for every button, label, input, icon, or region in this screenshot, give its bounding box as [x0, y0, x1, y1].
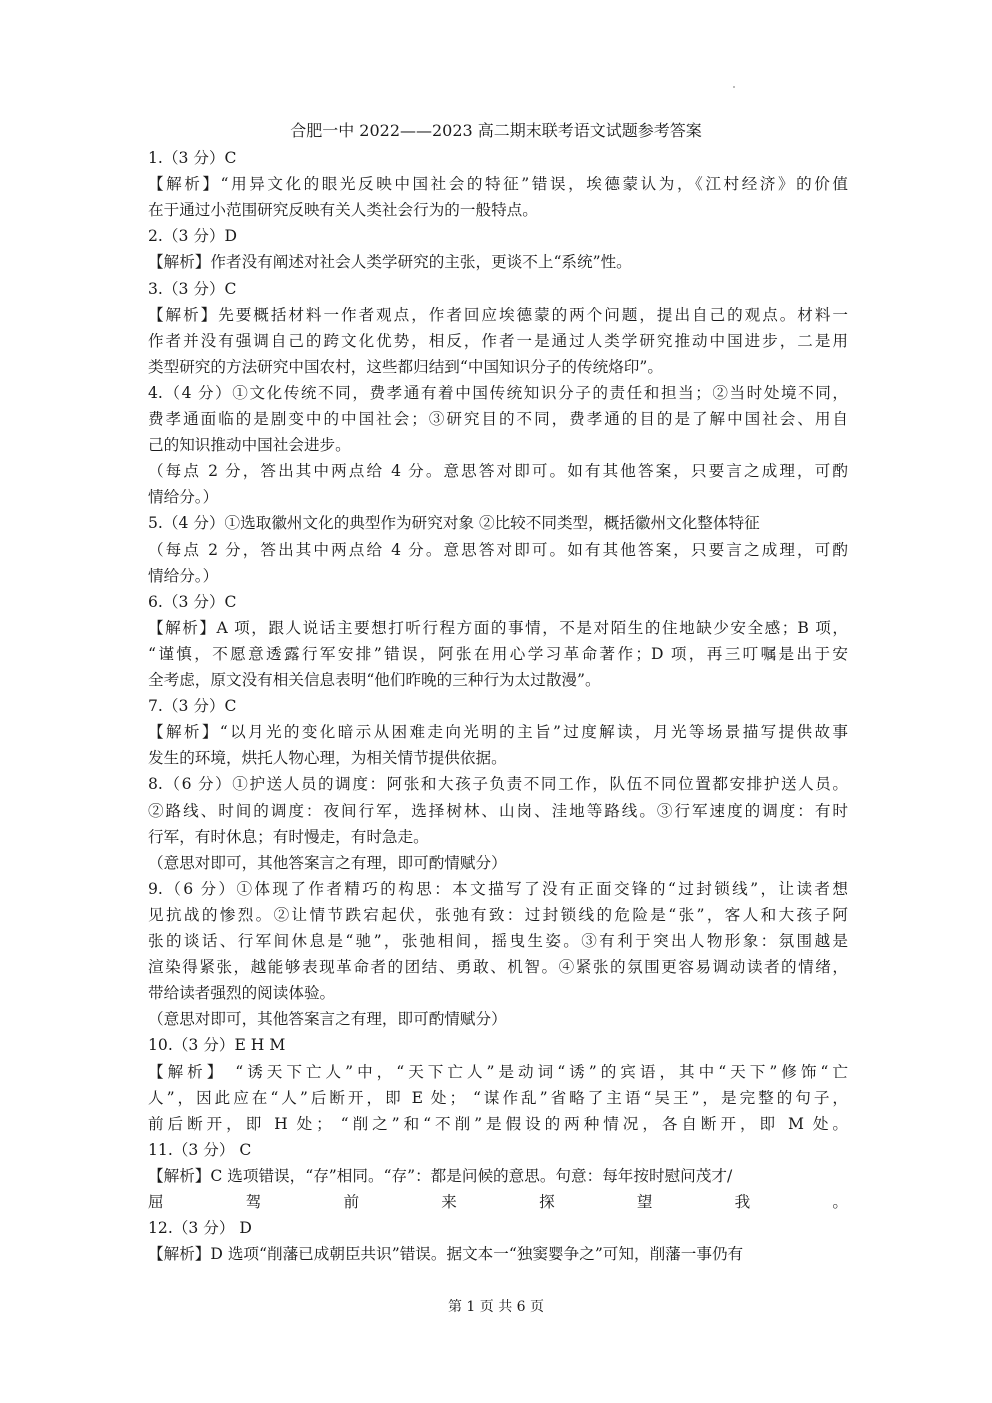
text-line: 8.（6 分）①护送人员的调度：阿张和大孩子负责不同工作，队伍不同位置都安排护送人员。: [148, 775, 848, 794]
text-line: 6.（3 分）C: [148, 592, 237, 611]
text-line: 情给分。）: [148, 488, 219, 507]
text-line: 【解析】作者没有阐述对社会人类学研究的主张，更谈不上“系统”性。: [148, 253, 632, 272]
text-line: 全考虑，原文没有相关信息表明“他们昨晚的三种行为太过散漫”。: [148, 671, 601, 689]
text-line: （意思对即可，其他答案言之有理，即可酌情赋分）: [148, 1010, 507, 1029]
text-line: 9.（6 分）①体现了作者精巧的构思：本文描写了没有正面交锋的“过封锁线”，让读者想: [148, 879, 848, 898]
text-line: 【解析】 “诱天下亡人”中，“天下亡人”是动词“诱”的宾语，其中“天下”修饰“亡: [148, 1062, 848, 1081]
text-line: 渲染得紧张，越能够表现革命者的团结、勇敢、机智。④紧张的氛围更容易调动读者的情绪，: [148, 958, 848, 977]
document-title: 合肥一中 2022——2023 高二期末联考语文试题参考答案: [290, 121, 702, 140]
scan-speck: [733, 86, 735, 88]
text-line: 前后断开，即 H 处； “削之”和“不削”是假设的两种情况，各自断开，即 M 处。: [148, 1114, 848, 1133]
text-line: 带给读者强烈的阅读体验。: [148, 984, 336, 1003]
text-line: 情给分。）: [148, 566, 219, 585]
text-line: （每点 2 分，答出其中两点给 4 分。意思答对即可。如有其他答案，只要言之成理，可酌: [148, 462, 848, 481]
text-line: 【解析】D 选项“削藩已成朝臣共识”错误。据文本一“独窦婴争之”可知，削藩一事仍有: [148, 1245, 744, 1264]
text-line: 【解析】C 选项错误，“存”相同。“存”：都是问候的意思。句意：每年按时慰问茂才/: [148, 1166, 733, 1185]
text-line: （每点 2 分，答出其中两点给 4 分。意思答对即可。如有其他答案，只要言之成理，可酌: [148, 540, 848, 559]
text-line: 10.（3 分）E H M: [148, 1036, 286, 1055]
text-line: 【解析】先要概括材料一作者观点，作者回应埃德蒙的两个问题，提出自己的观点。材料一: [148, 305, 848, 324]
text-line: 行军，有时休息；有时慢走，有时急走。: [148, 827, 429, 846]
text-line: （意思对即可，其他答案言之有理，即可酌情赋分）: [148, 853, 507, 872]
text-line: 【解析】“用异文化的眼光反映中国社会的特征”错误，埃德蒙认为，《江村经济》的价值: [148, 175, 848, 194]
text-line: 作者并没有强调自己的跨文化优势，相反，作者一是通过人类学研究推动中国进步，二是用: [148, 331, 848, 350]
text-line: 己的知识推动中国社会进步。: [148, 436, 351, 455]
text-line: ②路线、时间的调度：夜间行军，选择树林、山岗、洼地等路线。③行军速度的调度：有时: [148, 801, 848, 820]
text-line: 7.（3 分）C: [148, 697, 237, 716]
text-line: 在于通过小范围研究反映有关人类社会行为的一般特点。: [148, 201, 538, 220]
text-line: 1.（3 分）C: [148, 149, 237, 167]
text-line: “谨慎，不愿意透露行军安排”错误，阿张在用心学习革命著作；D 项，再三叮嘱是出于安: [148, 644, 848, 663]
text-line: 人”，因此应在“人”后断开，即 E 处； “谋作乱”省略了主语“吴王”，是完整的句子，: [148, 1088, 848, 1107]
text-line: 3.（3 分）C: [148, 279, 237, 298]
page-footer: 第 1 页 共 6 页: [447, 1299, 545, 1315]
text-line: 发生的环境，烘托人物心理，为相关情节提供依据。: [148, 749, 507, 768]
text-line: 屈驾前来探望我。: [148, 1193, 848, 1211]
text-line: 4.（4 分）①文化传统不同，费孝通有着中国传统知识分子的责任和担当；②当时处境不同，: [148, 383, 848, 402]
text-line: 【解析】“以月光的变化暗示从困难走向光明的主旨”过度解读，月光等场景描写提供故事: [148, 723, 848, 742]
text-line: 5.（4 分）①选取徽州文化的典型作为研究对象 ②比较不同类型，概括徽州文化整体特征: [148, 514, 760, 533]
text-line: 类型研究的方法研究中国农村，这些都归结到“中国知识分子的传统烙印”。: [148, 357, 663, 376]
text-line: 【解析】A 项，跟人说话主要想打听行程方面的事情，不是对陌生的住地缺少安全感；B 项，: [148, 618, 848, 637]
text-line: 2.（3 分）D: [148, 227, 238, 246]
text-line: 张的谈话、行军间休息是“驰”，张弛相间，摇曳生姿。③有利于突出人物形象：氛围越是: [148, 932, 848, 950]
text-line: 费孝通面临的是剧变中的中国社会；③研究目的不同，费孝通的目的是了解中国社会、用自: [148, 410, 848, 428]
text-line: 见抗战的惨烈。②让情节跌宕起伏，张弛有致：过封锁线的危险是“张”，客人和大孩子阿: [148, 905, 848, 924]
text-line: 12.（3 分） D: [148, 1219, 252, 1238]
text-line: 11.（3 分） C: [148, 1140, 252, 1159]
